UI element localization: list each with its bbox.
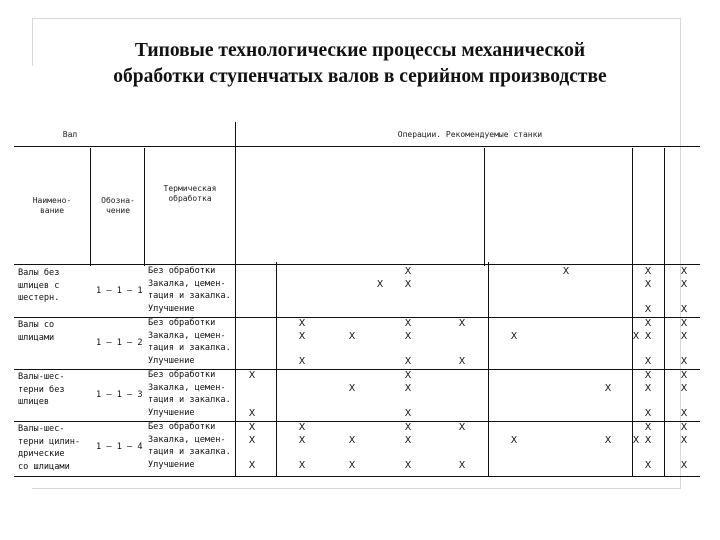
shaft-name-line: терни цилин-: [18, 436, 81, 447]
operation-mark: X: [680, 382, 688, 394]
header-shaft: Вал: [62, 130, 78, 139]
shaft-code: 1 – 1 – 1: [96, 286, 143, 296]
shaft-name-line: шлицев с: [18, 280, 60, 291]
operation-mark: X: [298, 434, 306, 446]
table-vline: [632, 148, 633, 476]
table-vline: [484, 148, 485, 266]
header-name-line1: Наимено-: [32, 196, 72, 205]
operation-mark: X: [680, 370, 688, 381]
heat-treatment: Улучшение: [148, 407, 195, 418]
operation-mark: X: [248, 434, 256, 446]
operation-mark: X: [644, 459, 652, 471]
operation-mark: X: [248, 459, 256, 471]
operation-mark: X: [458, 422, 466, 433]
shaft-code: 1 – 1 – 2: [96, 338, 143, 348]
operation-mark: X: [298, 355, 306, 367]
table-hline: [14, 146, 700, 147]
header-heat-line2: обработка: [168, 194, 212, 203]
operation-mark: X: [376, 278, 384, 290]
shaft-name-line: со шлицами: [18, 461, 70, 472]
shaft-name-line: шлицев: [18, 397, 50, 407]
operation-mark: X: [404, 278, 412, 290]
operation-mark: X: [298, 459, 306, 471]
table-hline: [14, 264, 700, 265]
operation-mark: X: [404, 266, 412, 277]
shaft-name-line: Валы-шес-: [18, 372, 65, 382]
operation-mark: X: [404, 370, 412, 381]
operation-mark: X: [644, 330, 652, 342]
heat-treatment: Без обработки: [148, 318, 216, 328]
operation-mark: X: [644, 266, 652, 277]
operation-mark: X: [644, 355, 652, 367]
heat-treatment: Закалка, цемен-: [148, 330, 226, 341]
operation-mark: X: [248, 407, 256, 419]
operation-mark: X: [404, 407, 412, 419]
heat-treatment: тация и закалка.: [148, 291, 231, 302]
shaft-name-line: дрические: [18, 449, 65, 459]
operation-mark: X: [680, 434, 688, 446]
operation-mark: X: [404, 422, 412, 433]
shaft-name-line: Валы без: [18, 268, 60, 278]
table-vline: [235, 122, 236, 476]
header-heat-line1: Термическая: [163, 184, 217, 193]
shaft-code: 1 – 1 – 4: [96, 442, 143, 452]
table-vline: [144, 148, 145, 266]
header-name: [16, 196, 88, 216]
operation-mark: X: [644, 278, 652, 290]
header-heat: [146, 184, 234, 204]
shaft-name-line: Валы со: [18, 320, 55, 330]
operation-mark: X: [404, 459, 412, 471]
operation-mark: X: [680, 422, 688, 433]
operation-mark: X: [348, 330, 356, 342]
table-hline: [14, 476, 700, 477]
operation-mark: X: [348, 382, 356, 394]
table-hline: [14, 421, 700, 422]
title-line-1: Типовые технологические процессы механической: [134, 40, 586, 61]
operation-mark: X: [644, 370, 652, 381]
operation-mark: X: [510, 330, 518, 342]
operation-mark: X: [632, 434, 640, 446]
operation-mark: X: [680, 330, 688, 342]
operation-mark: X: [298, 330, 306, 342]
operation-mark: X: [562, 266, 570, 277]
operation-mark: X: [604, 434, 612, 446]
operation-mark: X: [404, 330, 412, 342]
header-code-line1: Обозна-: [101, 196, 135, 205]
table-hline: [14, 369, 700, 370]
shaft-name-line: шлицами: [18, 332, 55, 343]
heat-treatment: тация и закалка.: [148, 343, 231, 354]
operation-mark: X: [644, 382, 652, 394]
operation-mark: X: [644, 318, 652, 329]
heat-treatment: Закалка, цемен-: [148, 434, 226, 445]
header-code-line2: чение: [105, 206, 131, 215]
operation-mark: X: [298, 422, 306, 433]
operation-mark: X: [632, 330, 640, 342]
operation-mark: X: [680, 355, 688, 367]
header-operations: Операции. Рекомендуемые станки: [397, 130, 543, 139]
table-vline: [664, 148, 665, 476]
heat-treatment: тация и закалка.: [148, 447, 231, 458]
operation-mark: X: [680, 459, 688, 471]
operation-mark: X: [644, 407, 652, 419]
shaft-name-line: Валы-шес-: [18, 424, 65, 434]
shaft-code: 1 – 1 – 3: [96, 390, 143, 400]
heat-treatment: тация и закалка.: [148, 395, 231, 406]
heat-treatment: Улучшение: [148, 303, 195, 314]
operation-mark: X: [458, 355, 466, 367]
heat-treatment: Без обработки: [148, 422, 216, 432]
operation-mark: X: [458, 318, 466, 329]
operation-mark: X: [348, 459, 356, 471]
operation-mark: X: [680, 266, 688, 277]
header-code: [92, 196, 144, 216]
operation-mark: X: [680, 407, 688, 419]
operation-mark: X: [404, 355, 412, 367]
heat-treatment: Улучшение: [148, 355, 195, 366]
operation-mark: X: [248, 422, 256, 433]
operation-mark: X: [644, 434, 652, 446]
operation-mark: X: [680, 278, 688, 290]
heat-treatment: Улучшение: [148, 459, 195, 470]
shaft-name-line: терни без: [18, 384, 65, 395]
operation-mark: X: [404, 318, 412, 329]
operation-mark: X: [348, 434, 356, 446]
heat-treatment: Без обработки: [148, 370, 216, 380]
header-name-line2: вание: [39, 206, 65, 215]
operation-mark: X: [680, 318, 688, 329]
operation-mark: X: [510, 434, 518, 446]
operation-mark: X: [604, 382, 612, 394]
table-vline: [90, 148, 91, 266]
operation-mark: X: [404, 382, 412, 394]
heat-treatment: Закалка, цемен-: [148, 382, 226, 393]
heat-treatment: Закалка, цемен-: [148, 278, 226, 289]
operation-mark: X: [644, 303, 652, 315]
operation-mark: X: [458, 459, 466, 471]
operation-mark: X: [680, 303, 688, 315]
heat-treatment: Без обработки: [148, 266, 216, 276]
operation-mark: X: [298, 318, 306, 329]
shaft-name-line: шестерн.: [18, 293, 60, 303]
operation-mark: X: [644, 422, 652, 433]
title-line-2: обработки ступенчатых валов в серийном производстве: [113, 66, 607, 87]
operation-mark: X: [248, 370, 256, 381]
table-hline: [14, 317, 700, 318]
operation-mark: X: [404, 434, 412, 446]
